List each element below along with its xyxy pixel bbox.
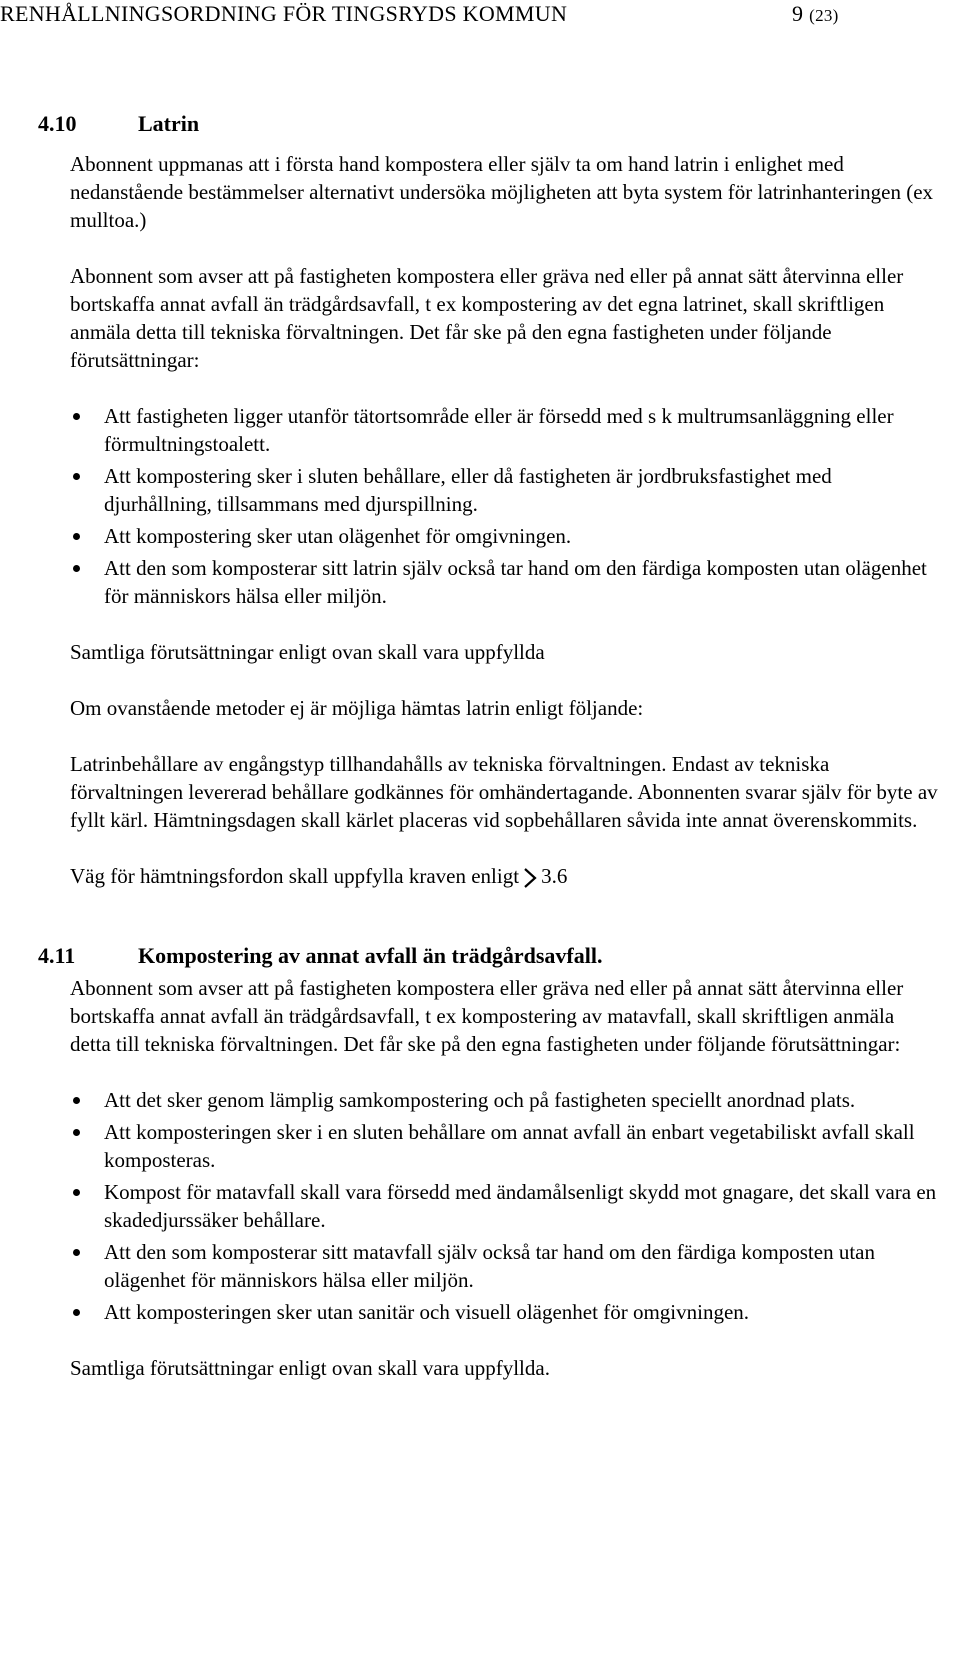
section-heading-4-10 [38, 110, 908, 138]
bullet-list [70, 402, 940, 610]
paragraph: Abonnent som avser att på fastigheten kompostera eller gräva ned eller på annat sätt återvinna eller bortskaffa annat avfall än trädgårdsavfall, t ex kompostering av det egna latrinet, skall skriftligen anmäla detta till tekniska förvaltningen. Det får ske på den egna fastigheten under följande förutsättningar: [70, 264, 904, 372]
document-body [38, 110, 940, 1382]
list-item: Att det sker genom lämplig samkompostering och på fastigheten speciellt anordnad plats. [70, 1086, 940, 1114]
arrow-right-icon [523, 867, 537, 889]
list-item: Att den som komposterar sitt latrin själv också tar hand om den färdiga komposten utan olägenhet för människors hälsa eller miljön. [70, 554, 940, 610]
document-title: RENHÅLLNINGSORDNING FÖR TINGSRYDS KOMMUN [0, 1, 568, 26]
page-header [0, 0, 839, 28]
list-item: Att fastigheten ligger utanför tätortsområde eller är försedd med s k multrumsanläggning eller förmultningstoalett. [70, 402, 940, 458]
section-title: Kompostering av annat avfall än trädgårdsavfall. [138, 943, 603, 968]
section-heading-4-11 [38, 942, 908, 970]
list-item: Att den som komposterar sitt matavfall själv också tar hand om den färdiga komposten utan olägenhet för människors hälsa eller miljön. [70, 1238, 940, 1294]
paragraph: Abonnent uppmanas att i första hand kompostera eller själv ta om hand latrin i enlighet med nedanstående bestämmelser alternativt undersöka möjligheten att byta system för latrinhanteringen (ex mulltoa.) [70, 152, 934, 232]
paragraph: Abonnent som avser att på fastigheten kompostera eller gräva ned eller på annat sätt återvinna eller bortskaffa annat avfall än trädgårdsavfall, t ex kompostering av matavfall, skall skriftligen anmäla detta till tekniska förvaltningen. Det får ske på den egna fastigheten under följande förutsättningar: [70, 976, 904, 1056]
section-number: 4.11 [38, 943, 76, 968]
list-item: Att kompostering sker i sluten behållare, eller då fastigheten är jordbruksfastighet med djurhållning, tillsammans med djurspillning. [70, 462, 940, 518]
section-reference: 3.6 [541, 864, 568, 888]
section-title: Latrin [138, 111, 200, 136]
paragraph: Samtliga förutsättningar enligt ovan skall vara uppfyllda [70, 640, 545, 664]
paragraph: Latrinbehållare av engångstyp tillhandahålls av tekniska förvaltningen. Endast av tekniska förvaltningen levererad behållare godkännes för omhändertagande. Abonnenten svarar själv för byte av fyllt kärl. Hämtningsdagen skall kärlet placeras vid sopbehållaren såvida inte annat överenskommits. [70, 752, 938, 832]
list-item: Kompost för matavfall skall vara försedd med ändamålsenligt skydd mot gnagare, det skall vara en skadedjurssäker behållare. [70, 1178, 940, 1234]
section-number: 4.10 [38, 111, 77, 136]
list-item: Att kompostering sker utan olägenhet för omgivningen. [70, 522, 940, 550]
paragraph: Samtliga förutsättningar enligt ovan skall vara uppfyllda. [70, 1356, 550, 1380]
paragraph: Väg för hämtningsfordon skall uppfylla kraven enligt 3.6 [70, 864, 568, 888]
bullet-list [70, 1086, 940, 1326]
paragraph: Om ovanstående metoder ej är möjliga hämtas latrin enligt följande: [70, 696, 644, 720]
list-item: Att komposteringen sker i en sluten behållare om annat avfall än enbart vegetabiliskt avfall skall komposteras. [70, 1118, 940, 1174]
list-item: Att komposteringen sker utan sanitär och visuell olägenhet för omgivningen. [70, 1298, 940, 1326]
page-number: 9 (23) [792, 1, 839, 26]
